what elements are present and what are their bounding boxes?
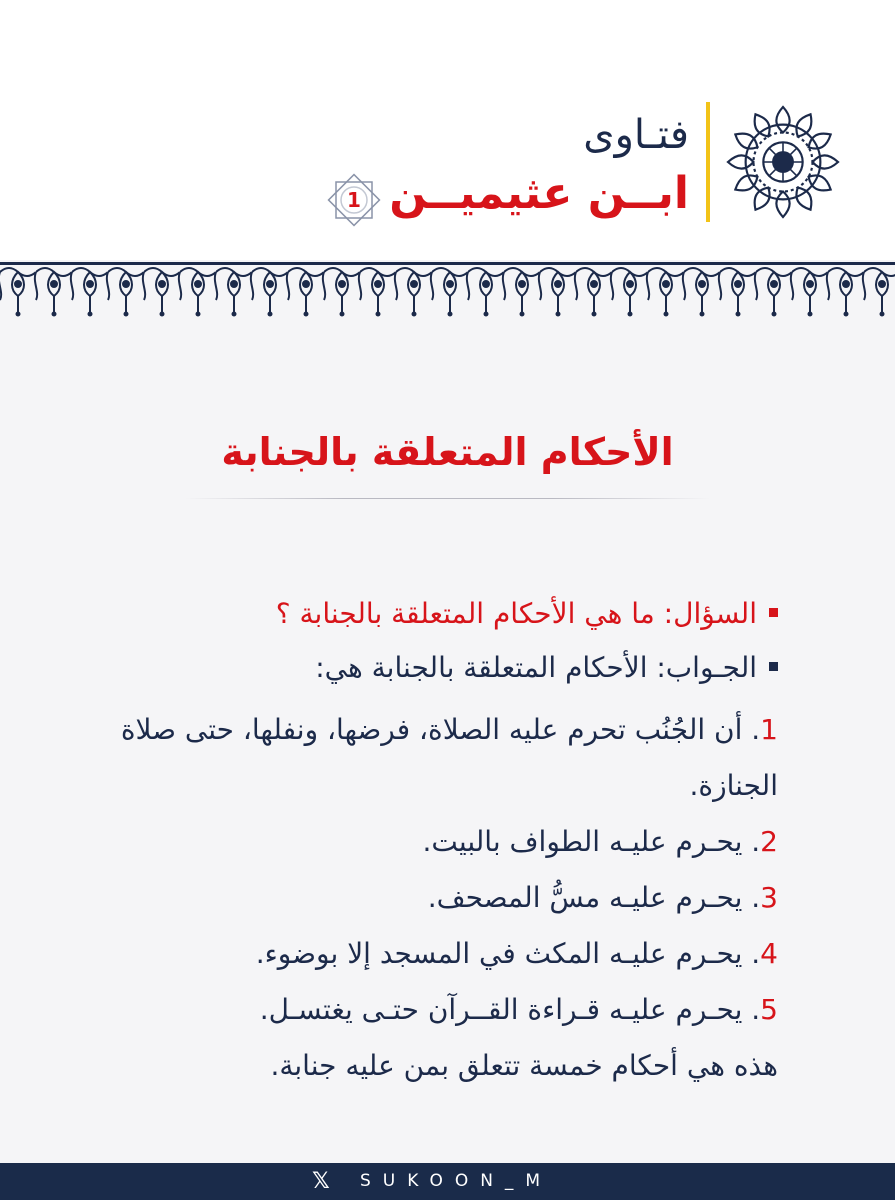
ruling-number: 1 xyxy=(760,713,778,746)
ruling-number: 2 xyxy=(760,825,778,858)
ruling-item-2 xyxy=(58,814,778,870)
mandala-logo-icon xyxy=(724,103,842,221)
social-handle[interactable]: SUKOON_M xyxy=(360,1171,553,1191)
arabesque-border-icon xyxy=(0,262,895,318)
x-logo-icon: 𝕏 xyxy=(312,1169,330,1194)
question-text: السؤال: ما هي الأحكام المتعلقة بالجنابة ؟ xyxy=(275,597,757,630)
ruling-number: 5 xyxy=(760,993,778,1026)
red-bullet-icon xyxy=(769,608,778,617)
answer-intro-text: الجـواب: الأحكام المتعلقة بالجنابة هي: xyxy=(315,651,757,684)
ruling-text: . يحـرم عليـه المكث في المسجد إلا بوضوء. xyxy=(255,937,761,970)
ruling-text: . أن الجُنُب تحرم عليه الصلاة، فرضها، ونفلها، حتى صلاة الجنازة. xyxy=(120,713,778,802)
header-panel xyxy=(0,0,895,260)
ruling-item-3 xyxy=(58,870,778,926)
scholar-name: ابــن عثيميــن xyxy=(389,168,689,219)
fatwa-content xyxy=(58,596,778,1094)
ruling-number: 4 xyxy=(760,937,778,970)
ruling-text: . يحـرم عليـه الطواف بالبيت. xyxy=(422,825,761,858)
ruling-item-4 xyxy=(58,926,778,982)
footer-bar xyxy=(0,1163,895,1200)
ruling-text: . يحـرم عليـه مسُّ المصحف. xyxy=(427,881,761,914)
navy-bullet-icon xyxy=(769,662,778,671)
answer-intro-line xyxy=(58,650,778,686)
series-title: فتـاوى xyxy=(583,112,689,158)
episode-number: 1 xyxy=(347,188,361,212)
heading-underline xyxy=(185,498,710,499)
closing-line: هذه هي أحكام خمسة تتعلق بمن عليه جنابة. xyxy=(270,1049,778,1082)
question-line xyxy=(58,596,778,632)
ruling-item-5 xyxy=(58,982,778,1038)
page-heading: الأحكام المتعلقة بالجنابة xyxy=(221,430,674,474)
header-divider xyxy=(706,102,710,222)
ruling-number: 3 xyxy=(760,881,778,914)
ruling-item-1 xyxy=(118,702,778,814)
ruling-text: . يحـرم عليـه قـراءة القــرآن حتـى يغتسـل. xyxy=(259,993,761,1026)
